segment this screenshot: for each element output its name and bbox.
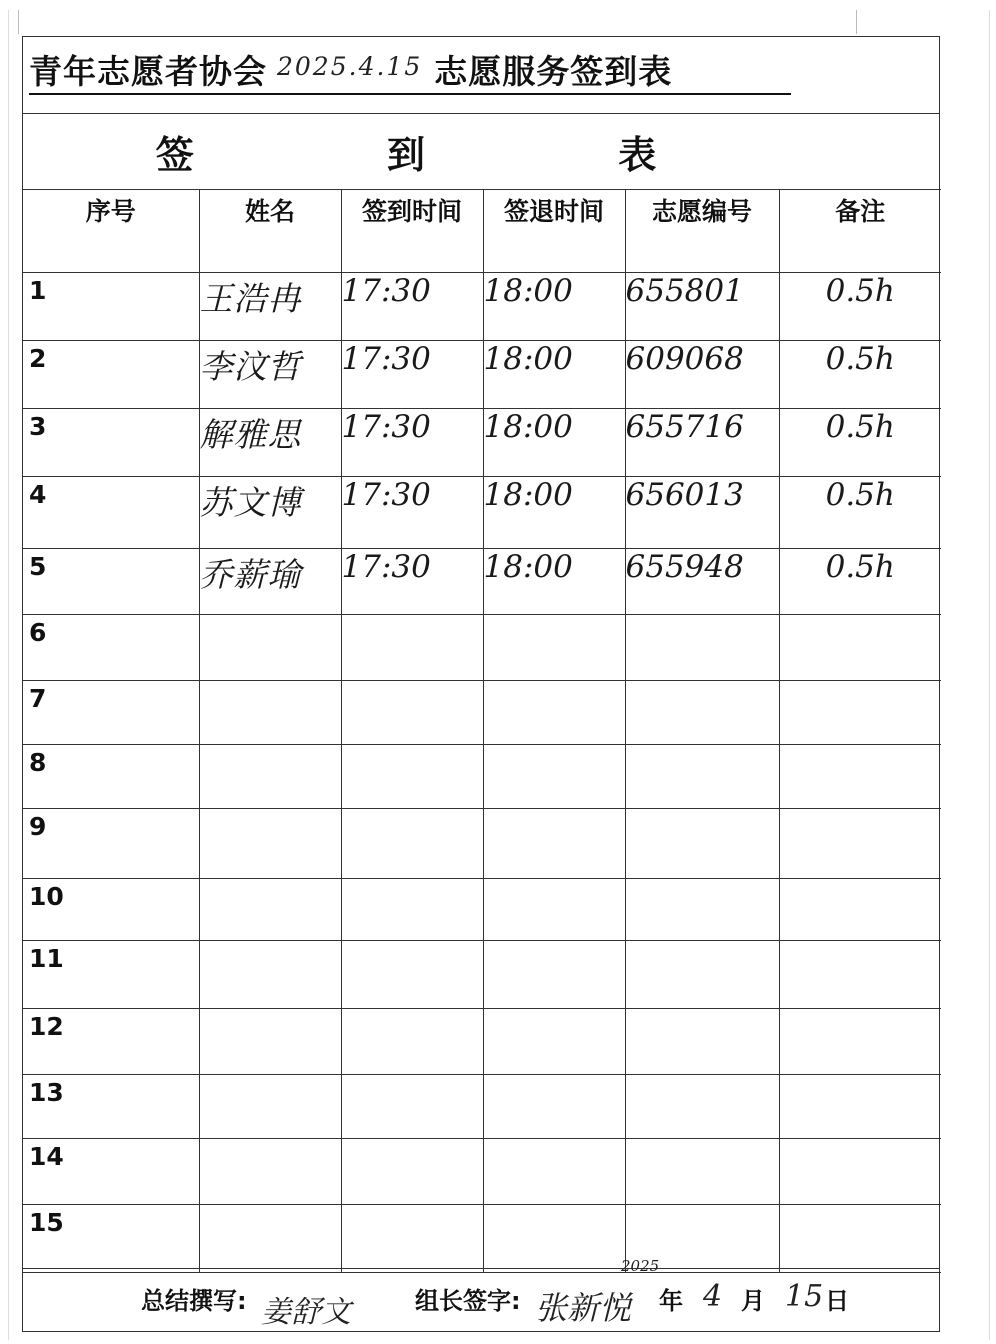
row-number: 14 xyxy=(23,1139,199,1205)
col-header-no: 序号 xyxy=(23,190,199,273)
name-cell: 李汶哲 xyxy=(199,341,341,409)
sign-out-time-cell xyxy=(483,941,625,1009)
col-header-note: 备注 xyxy=(779,190,941,273)
note-cell: 0.5h xyxy=(779,409,941,477)
sign-in-time-cell xyxy=(341,879,483,941)
note-cell xyxy=(779,681,941,745)
volunteer-id-cell: 655801 xyxy=(625,273,779,341)
row-number: 13 xyxy=(23,1075,199,1139)
name-cell xyxy=(199,809,341,879)
volunteer-id-cell: 655716 xyxy=(625,409,779,477)
volunteer-id-cell xyxy=(625,1009,779,1075)
row-number: 2 xyxy=(23,341,199,409)
row-number: 4 xyxy=(23,477,199,549)
row-number: 8 xyxy=(23,745,199,809)
note-cell: 0.5h xyxy=(779,477,941,549)
name-cell xyxy=(199,615,341,681)
table-row xyxy=(23,615,941,681)
table-row xyxy=(23,879,941,941)
table-row xyxy=(23,809,941,879)
table-row xyxy=(23,941,941,1009)
sheet-footer xyxy=(23,1257,939,1331)
sign-in-time-cell xyxy=(341,1205,483,1273)
row-number: 12 xyxy=(23,1009,199,1075)
sign-in-time-cell: 17:30 xyxy=(341,273,483,341)
header-title-line xyxy=(29,47,791,95)
volunteer-id-cell xyxy=(625,809,779,879)
attendance-table xyxy=(23,189,941,1273)
sign-out-time-cell xyxy=(483,681,625,745)
sign-in-time-cell xyxy=(341,745,483,809)
row-number: 11 xyxy=(23,941,199,1009)
summary-author-handwriting: 姜舒文 xyxy=(261,1295,351,1330)
sign-in-time-cell xyxy=(341,809,483,879)
leader-signature: 张新悦 xyxy=(535,1289,632,1327)
volunteer-id-cell xyxy=(625,1139,779,1205)
row-number: 5 xyxy=(23,549,199,615)
volunteer-id-cell xyxy=(625,941,779,1009)
sign-out-time-cell: 18:00 xyxy=(483,341,625,409)
row-number: 10 xyxy=(23,879,199,941)
sign-out-time-cell: 18:00 xyxy=(483,273,625,341)
fold-mark-right xyxy=(856,10,857,34)
row-number: 3 xyxy=(23,409,199,477)
table-row xyxy=(23,1009,941,1075)
table-row xyxy=(23,409,941,477)
sign-in-sheet xyxy=(22,36,940,1332)
sign-out-time-cell xyxy=(483,809,625,879)
name-cell: 乔薪瑜 xyxy=(199,549,341,615)
day-value: 15 xyxy=(785,1279,824,1314)
name-cell xyxy=(199,745,341,809)
name-cell xyxy=(199,1139,341,1205)
table-row xyxy=(23,341,941,409)
volunteer-id-cell xyxy=(625,1075,779,1139)
year-label: 年 xyxy=(659,1287,683,1315)
volunteer-id-cell xyxy=(625,745,779,809)
name-cell xyxy=(199,941,341,1009)
sign-out-time-cell xyxy=(483,879,625,941)
note-cell: 0.5h xyxy=(779,273,941,341)
sign-in-time-cell xyxy=(341,615,483,681)
sign-out-time-cell xyxy=(483,1205,625,1273)
sign-in-time-cell xyxy=(341,941,483,1009)
sign-out-time-cell xyxy=(483,745,625,809)
table-row xyxy=(23,1075,941,1139)
name-cell xyxy=(199,1009,341,1075)
note-cell: 0.5h xyxy=(779,341,941,409)
sign-in-time-cell: 17:30 xyxy=(341,549,483,615)
row-number: 15 xyxy=(23,1205,199,1273)
note-cell xyxy=(779,1205,941,1273)
sign-out-time-cell xyxy=(483,615,625,681)
sign-in-time-cell: 17:30 xyxy=(341,477,483,549)
sign-out-time-cell xyxy=(483,1075,625,1139)
volunteer-id-cell: 655948 xyxy=(625,549,779,615)
sign-in-time-cell xyxy=(341,1075,483,1139)
day-label: 日 xyxy=(825,1287,849,1315)
name-cell: 苏文博 xyxy=(199,477,341,549)
volunteer-id-cell xyxy=(625,879,779,941)
table-row xyxy=(23,1139,941,1205)
note-cell xyxy=(779,941,941,1009)
sign-in-time-cell xyxy=(341,1139,483,1205)
name-cell xyxy=(199,879,341,941)
sign-in-time-cell xyxy=(341,681,483,745)
note-cell xyxy=(779,809,941,879)
note-cell xyxy=(779,879,941,941)
col-header-sign-in: 签到时间 xyxy=(341,190,483,273)
month-value: 4 xyxy=(703,1279,723,1314)
note-cell xyxy=(779,745,941,809)
row-number: 9 xyxy=(23,809,199,879)
col-header-volunteer-id: 志愿编号 xyxy=(625,190,779,273)
row-number: 6 xyxy=(23,615,199,681)
handwritten-year: 2025 xyxy=(621,1257,660,1275)
name-cell xyxy=(199,1205,341,1273)
table-row xyxy=(23,745,941,809)
summary-label: 总结撰写: xyxy=(141,1287,247,1315)
name-cell: 解雅思 xyxy=(199,409,341,477)
sign-out-time-cell xyxy=(483,1139,625,1205)
note-cell xyxy=(779,615,941,681)
name-cell: 王浩冉 xyxy=(199,273,341,341)
title-prefix: 青年志愿者协会 xyxy=(29,52,267,91)
fold-mark-left xyxy=(18,10,19,34)
note-cell: 0.5h xyxy=(779,549,941,615)
volunteer-id-cell: 609068 xyxy=(625,341,779,409)
note-cell xyxy=(779,1139,941,1205)
name-cell xyxy=(199,1075,341,1139)
sign-in-time-cell xyxy=(341,1009,483,1075)
title-suffix: 志愿服务签到表 xyxy=(434,52,673,91)
sign-out-time-cell: 18:00 xyxy=(483,409,625,477)
table-row xyxy=(23,681,941,745)
col-header-name: 姓名 xyxy=(199,190,341,273)
handwritten-date: 2025.4.15 xyxy=(277,52,423,81)
table-header-row xyxy=(23,190,941,273)
row-number: 7 xyxy=(23,681,199,745)
sign-out-time-cell: 18:00 xyxy=(483,477,625,549)
table-row xyxy=(23,1205,941,1273)
volunteer-id-cell xyxy=(625,681,779,745)
table-row xyxy=(23,273,941,341)
note-cell xyxy=(779,1009,941,1075)
subtitle-row xyxy=(23,113,939,190)
sign-in-time-cell: 17:30 xyxy=(341,409,483,477)
leader-label: 组长签字: xyxy=(415,1287,521,1315)
volunteer-id-cell xyxy=(625,615,779,681)
sheet-header xyxy=(23,37,939,114)
sign-out-time-cell: 18:00 xyxy=(483,549,625,615)
month-label: 月 xyxy=(741,1287,765,1315)
col-header-sign-out: 签退时间 xyxy=(483,190,625,273)
sign-in-time-cell: 17:30 xyxy=(341,341,483,409)
table-row xyxy=(23,549,941,615)
sign-out-time-cell xyxy=(483,1009,625,1075)
volunteer-id-cell: 656013 xyxy=(625,477,779,549)
table-row xyxy=(23,477,941,549)
name-cell xyxy=(199,681,341,745)
subtitle: 签 到 表 xyxy=(155,132,747,177)
row-number: 1 xyxy=(23,273,199,341)
note-cell xyxy=(779,1075,941,1139)
